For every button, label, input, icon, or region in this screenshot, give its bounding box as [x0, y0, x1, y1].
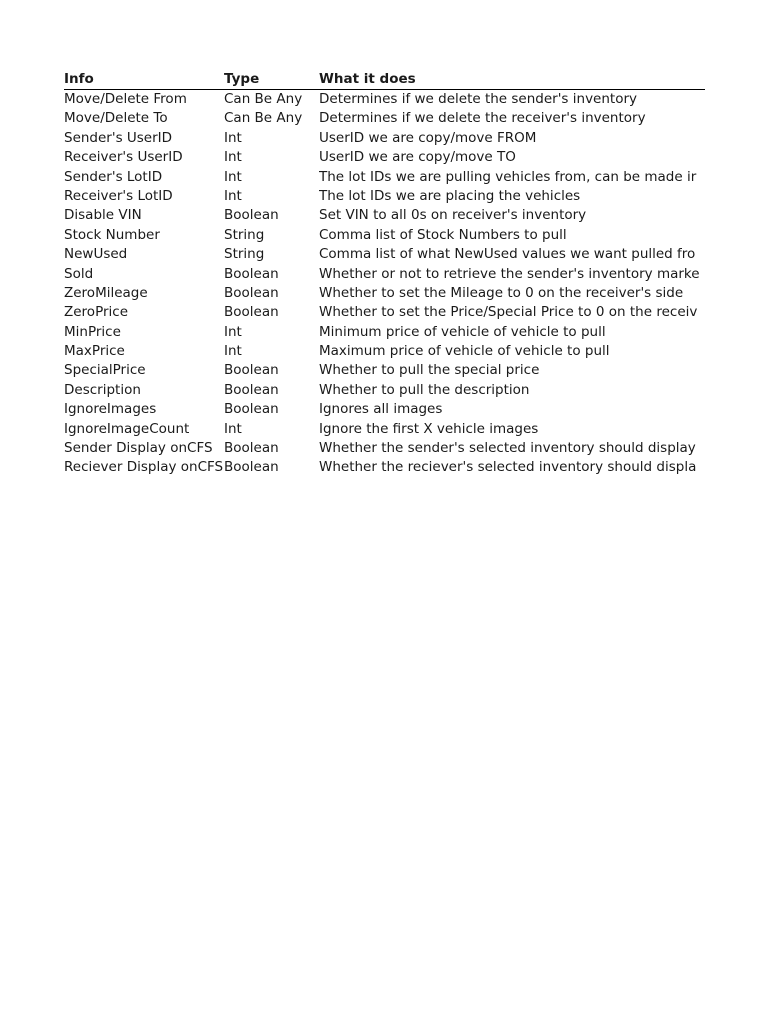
table-row	[64, 400, 705, 419]
cell-what-it-does[interactable]: Whether or not to retrieve the sender's inventory marke	[319, 265, 700, 282]
cell-what-it-does[interactable]: Comma list of Stock Numbers to pull	[319, 226, 567, 243]
table-row	[64, 381, 705, 400]
cell-info[interactable]: Move/Delete To	[64, 110, 168, 127]
cell-info[interactable]: MinPrice	[64, 323, 121, 340]
cell-type[interactable]: Int	[224, 149, 242, 166]
cell-type[interactable]: Boolean	[224, 265, 279, 282]
cell-info[interactable]: Sender's UserID	[64, 129, 173, 146]
table-row	[64, 458, 705, 477]
cell-info[interactable]: Stock Number	[64, 226, 160, 243]
column-header-info[interactable]: Info	[64, 71, 94, 87]
cell-type[interactable]: Boolean	[224, 459, 279, 476]
cell-type[interactable]: String	[224, 226, 265, 243]
cell-what-it-does[interactable]: Ignores all images	[319, 401, 443, 418]
header-row	[64, 69, 705, 90]
cell-type[interactable]: Int	[224, 129, 242, 146]
cell-what-it-does[interactable]: Whether the reciever's selected inventory should displa	[319, 459, 697, 476]
cell-type[interactable]: Can Be Any	[224, 91, 303, 107]
table-row	[64, 420, 705, 439]
table-row	[64, 148, 705, 167]
cell-type[interactable]: Boolean	[224, 304, 279, 321]
cell-what-it-does[interactable]: Whether to set the Price/Special Price to 0 on the receiv	[319, 304, 698, 321]
cell-type[interactable]: Int	[224, 343, 242, 360]
cell-type[interactable]: Boolean	[224, 401, 279, 418]
table-row	[64, 245, 705, 264]
cell-type[interactable]: Boolean	[224, 381, 279, 398]
cell-what-it-does[interactable]: The lot IDs we are placing the vehicles	[319, 187, 581, 204]
cell-type[interactable]: Boolean	[224, 440, 279, 457]
cell-info[interactable]: Description	[64, 381, 141, 398]
cell-what-it-does[interactable]: Comma list of what NewUsed values we want pulled fro	[319, 246, 696, 263]
column-header-type[interactable]: Type	[224, 71, 260, 87]
cell-type[interactable]: String	[224, 246, 265, 263]
table-row	[64, 187, 705, 206]
cell-info[interactable]: Receiver's UserID	[64, 149, 183, 166]
cell-type[interactable]: Boolean	[224, 362, 279, 379]
table-row	[64, 284, 705, 303]
cell-info[interactable]: IgnoreImageCount	[64, 420, 190, 437]
cell-info[interactable]: Reciever Display onCFS	[64, 459, 224, 476]
cell-info[interactable]: Sender Display onCFS	[64, 440, 213, 457]
table-row	[64, 109, 705, 128]
cell-info[interactable]: Move/Delete From	[64, 91, 187, 107]
cell-info[interactable]: NewUsed	[64, 246, 128, 263]
cell-type[interactable]: Boolean	[224, 284, 279, 301]
cell-what-it-does[interactable]: Determines if we delete the receiver's inventory	[319, 110, 646, 127]
table-row	[64, 342, 705, 361]
cell-info[interactable]: SpecialPrice	[64, 362, 146, 379]
cell-what-it-does[interactable]: Whether to pull the special price	[319, 362, 540, 379]
cell-type[interactable]: Can Be Any	[224, 110, 303, 127]
cell-type[interactable]: Int	[224, 420, 242, 437]
column-header-what-it-does[interactable]: What it does	[319, 71, 416, 87]
table-row	[64, 323, 705, 342]
cell-info[interactable]: Disable VIN	[64, 207, 142, 224]
table-row	[64, 206, 705, 225]
cell-info[interactable]: Sold	[64, 265, 94, 282]
cell-info[interactable]: ZeroMileage	[64, 284, 148, 301]
cell-what-it-does[interactable]: UserID we are copy/move TO	[319, 149, 516, 166]
cell-what-it-does[interactable]: Maximum price of vehicle of vehicle to pull	[319, 343, 610, 360]
cell-info[interactable]: Receiver's LotID	[64, 187, 173, 204]
table-row	[64, 129, 705, 148]
table-row	[64, 168, 705, 187]
table-row	[64, 361, 705, 380]
cell-what-it-does[interactable]: Whether to pull the description	[319, 381, 530, 398]
cell-what-it-does[interactable]: Whether to set the Mileage to 0 on the receiver's side	[319, 284, 684, 301]
cell-type[interactable]: Int	[224, 323, 242, 340]
cell-what-it-does[interactable]: Whether the sender's selected inventory should display	[319, 440, 696, 457]
table-row	[64, 265, 705, 284]
cell-what-it-does[interactable]: Determines if we delete the sender's inventory	[319, 91, 638, 107]
cell-type[interactable]: Int	[224, 187, 242, 204]
table-row	[64, 90, 705, 109]
cell-info[interactable]: IgnoreImages	[64, 401, 157, 418]
cell-type[interactable]: Int	[224, 168, 242, 185]
cell-info[interactable]: ZeroPrice	[64, 304, 128, 321]
table-body	[64, 90, 705, 478]
cell-type[interactable]: Boolean	[224, 207, 279, 224]
cell-what-it-does[interactable]: Ignore the first X vehicle images	[319, 420, 539, 437]
cell-info[interactable]: Sender's LotID	[64, 168, 163, 185]
cell-what-it-does[interactable]: Set VIN to all 0s on receiver's inventory	[319, 207, 587, 224]
spreadsheet-table	[64, 69, 705, 478]
cell-what-it-does[interactable]: Minimum price of vehicle of vehicle to pull	[319, 323, 606, 340]
cell-what-it-does[interactable]: UserID we are copy/move FROM	[319, 129, 537, 146]
table-row	[64, 439, 705, 458]
table-row	[64, 303, 705, 322]
cell-what-it-does[interactable]: The lot IDs we are pulling vehicles from, can be made ir	[319, 168, 697, 185]
table-row	[64, 226, 705, 245]
cell-info[interactable]: MaxPrice	[64, 343, 125, 360]
